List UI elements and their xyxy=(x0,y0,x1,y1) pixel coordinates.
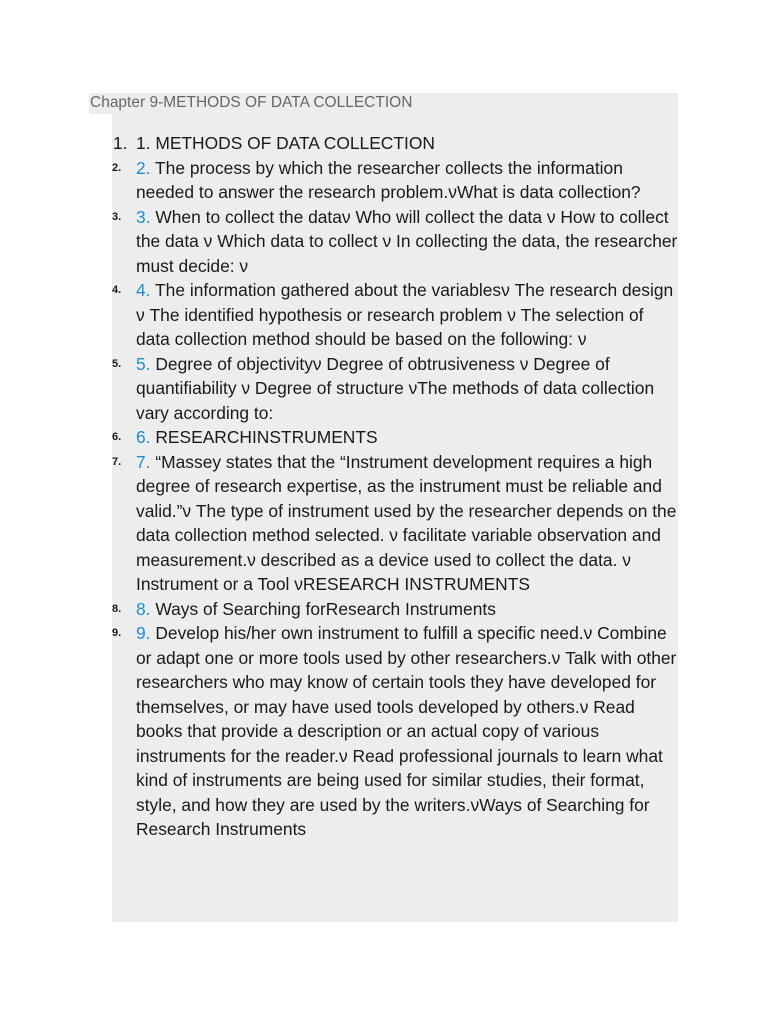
item-text: RESEARCHINSTRUMENTS xyxy=(150,427,378,447)
document-title: Chapter 9-METHODS OF DATA COLLECTION xyxy=(90,94,413,111)
list-item xyxy=(112,621,678,842)
item-number: 1. xyxy=(136,133,151,153)
item-number: 9. xyxy=(136,623,151,643)
item-number: 5. xyxy=(136,353,151,374)
list-item xyxy=(112,352,678,426)
item-number: 7. xyxy=(136,451,151,472)
item-number: 4. xyxy=(136,280,151,300)
list-item xyxy=(112,156,678,205)
item-text: The information gathered about the variablesν The research design ν The identified hypothesis or research problem ν The selection of data collection method should be based on the following: ν xyxy=(136,280,674,349)
item-number: 8. xyxy=(136,598,151,619)
list-marker: 7. xyxy=(112,455,122,468)
list-item xyxy=(112,597,678,622)
item-text: The process by which the researcher collects the information needed to answer the research problem.νWhat is data collection? xyxy=(136,157,641,202)
content-block xyxy=(112,114,678,922)
item-text: Ways of Searching forResearch Instruments xyxy=(150,598,496,619)
item-number: 2. xyxy=(136,157,151,178)
item-text: When to collect the dataν Who will collect the data ν How to collect the data ν Which data to collect ν In collecting the data, the researcher must decide: ν xyxy=(136,206,678,276)
list-marker: 6. xyxy=(112,431,122,443)
list-item xyxy=(112,425,678,450)
list-marker: 1. xyxy=(113,133,128,153)
list-marker: 9. xyxy=(112,627,122,639)
item-text: METHODS OF DATA COLLECTION xyxy=(150,133,435,153)
list-marker: 3. xyxy=(112,210,122,223)
list-item xyxy=(112,278,678,352)
list-item xyxy=(112,450,678,597)
item-number: 3. xyxy=(136,206,151,227)
item-text: Degree of objectivityν Degree of obtrusiveness ν Degree of quantifiability ν Degree of structure νThe methods of data collection vary according to: xyxy=(136,353,655,423)
list-marker: 5. xyxy=(112,357,122,370)
list-item xyxy=(112,205,678,279)
list-marker: 4. xyxy=(112,284,122,296)
item-text: Develop his/her own instrument to fulfill a specific need.ν Combine or adapt one or more tools used by other researchers.ν Talk with other researchers who may know of certain tools they have developed for themselves, or may have used tools developed by others.ν Read books that provide a description or an actual copy of various instruments for the reader.ν Read professional journals to learn what kind of instruments are being used for similar studies, their format, style, and how they are used by the writers.νWays of Searching for Research Instruments xyxy=(136,623,677,839)
list-marker: 8. xyxy=(112,602,122,615)
item-text: “Massey states that the “Instrument development requires a high degree of research expertise, as the instrument must be reliable and valid.”ν The type of instrument used by the researcher depends on the data collection method selected. ν facilitate variable observation and measurement.ν described as a device used to collect the data. ν Instrument or a Tool νRESEARCH INSTRUMENTS xyxy=(136,451,677,594)
list-marker: 2. xyxy=(112,161,122,174)
list-item xyxy=(112,131,678,156)
numbered-list xyxy=(112,114,678,842)
item-number: 6. xyxy=(136,427,151,447)
